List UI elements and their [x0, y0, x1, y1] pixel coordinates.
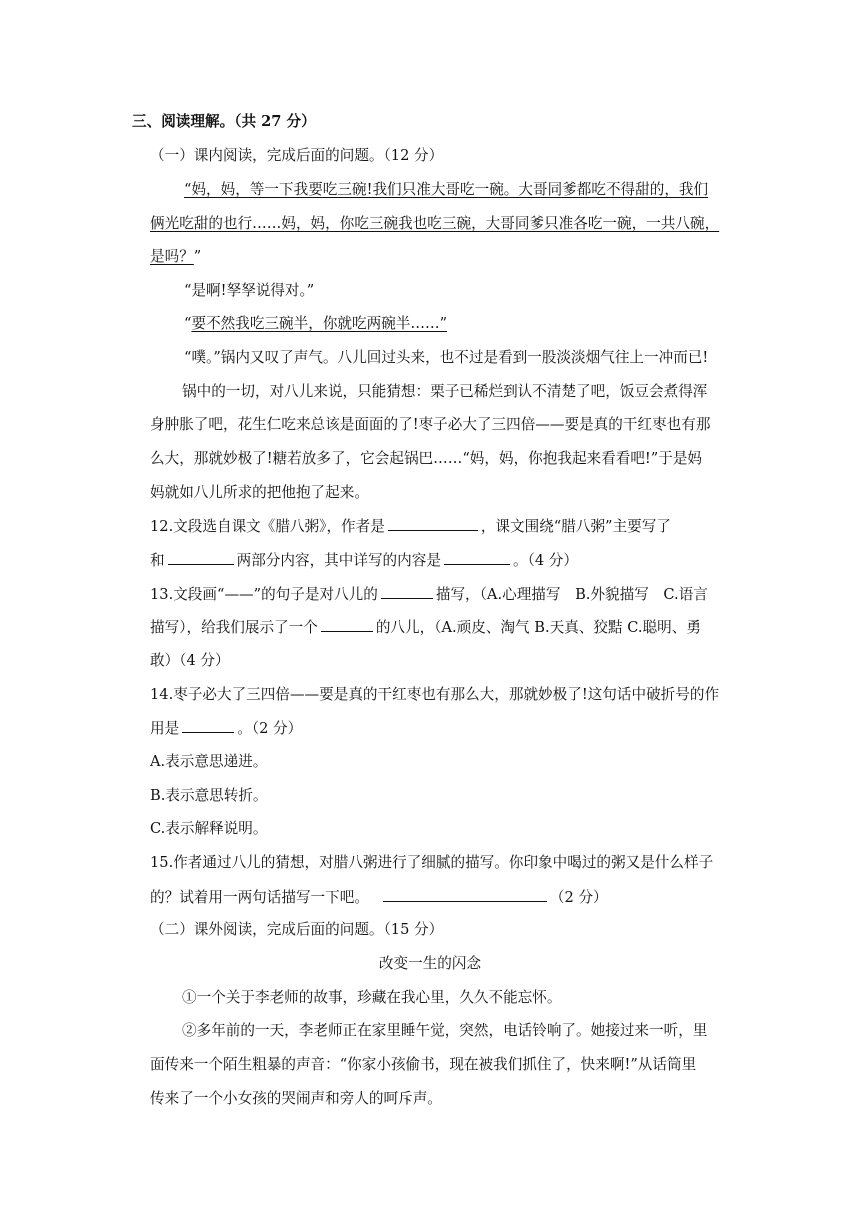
part1-heading: （一）课内阅读，完成后面的问题。（12 分）: [150, 147, 444, 164]
question-13-end: 敢）（4 分）: [150, 652, 230, 669]
answer-blank[interactable]: [168, 550, 234, 565]
section-heading: 三、阅读理解。（共 27 分）: [132, 113, 316, 130]
answer-blank[interactable]: [383, 887, 547, 902]
answer-blank[interactable]: [381, 584, 433, 599]
question-14: 14.枣子必大了三四倍——要是真的干红枣也有那么大，那就妙极了!这句话中破折号的作: [150, 686, 720, 703]
answer-blank[interactable]: [321, 617, 373, 632]
answer-blank[interactable]: [444, 550, 510, 565]
passage-line: 是吗？”: [150, 248, 202, 265]
passage-line: “妈，妈，等一下我要吃三碗!我们只准大哥吃一碗。大哥同爹都吃不得甜的，我们: [184, 181, 709, 198]
option-c: C.表示解释说明。: [150, 820, 268, 837]
question-15: 15.作者通过八儿的猜想，对腊八粥进行了细腻的描写。你印象中喝过的粥又是什么样子: [150, 854, 714, 871]
passage-line: “噗。”锅内又叹了声气。八儿回过头来，也不过是看到一股淡淡烟气往上一冲而已!: [184, 349, 709, 366]
passage-line: “是啊!孥孥说得对。”: [184, 282, 315, 299]
part2-heading: （二）课外阅读，完成后面的问题。（15 分）: [150, 921, 444, 938]
option-b: B.表示意思转折。: [150, 787, 268, 804]
question-14-cont: 用是 。（2 分）: [150, 720, 303, 737]
passage-line: “要不然我吃三碗半，你就吃两碗半……”: [184, 315, 448, 332]
answer-blank[interactable]: [182, 718, 234, 733]
question-13: 13.文段画“——”的句子是对八儿的 描写，（A.心理描写 B.外貌描写 C.语言: [150, 586, 708, 603]
passage-line: 身肿胀了吧，花生仁吃来总该是面面的了!枣子必大了三四倍——要是真的干红枣也有那: [150, 416, 711, 433]
story-paragraph: ①一个关于李老师的故事，珍藏在我心里，久久不能忘怀。: [182, 989, 562, 1006]
passage-line: 妈就如八儿所求的把他抱了起来。: [150, 484, 369, 501]
question-12-cont: 和 两部分内容，其中详写的内容是 。（4 分）: [150, 552, 578, 569]
passage-line: 俩光吃甜的也行……妈，妈，你吃三碗我也吃三碗，大哥同爹只准各吃一碗，一共八碗，: [150, 215, 720, 232]
passage-line: 么大，那就妙极了!糖若放多了，它会起锅巴……“妈，妈，你抱我起来看看吧!”于是妈: [150, 450, 703, 467]
question-15-cont: 的？试着用一两句话描写一下吧。 （2 分）: [150, 889, 608, 906]
story-paragraph: 传来了一个小女孩的哭闹声和旁人的呵斥声。: [150, 1090, 442, 1107]
story-paragraph: ②多年前的一天，李老师正在家里睡午觉，突然，电话铃响了。她接过来一听，里: [182, 1022, 708, 1039]
story-title: 改变一生的闪念: [378, 955, 482, 972]
option-a: A.表示意思递进。: [150, 753, 268, 770]
answer-blank[interactable]: [388, 516, 478, 531]
story-paragraph: 面传来一个陌生粗暴的声音：“你家小孩偷书，现在被我们抓住了，快来啊!”从话筒里: [150, 1056, 697, 1073]
question-12: 12.文段选自课文《腊八粥》，作者是 ，课文围绕“腊八粥”主要写了: [150, 518, 671, 535]
question-13-cont: 描写），给我们展示了一个 的八儿，（A.顽皮、淘气 B.天真、狡黠 C.聪明、勇: [150, 619, 701, 636]
passage-line: 锅中的一切，对八儿来说，只能猜想：栗子已稀烂到认不清楚了吧，饭豆会煮得浑: [182, 383, 708, 400]
